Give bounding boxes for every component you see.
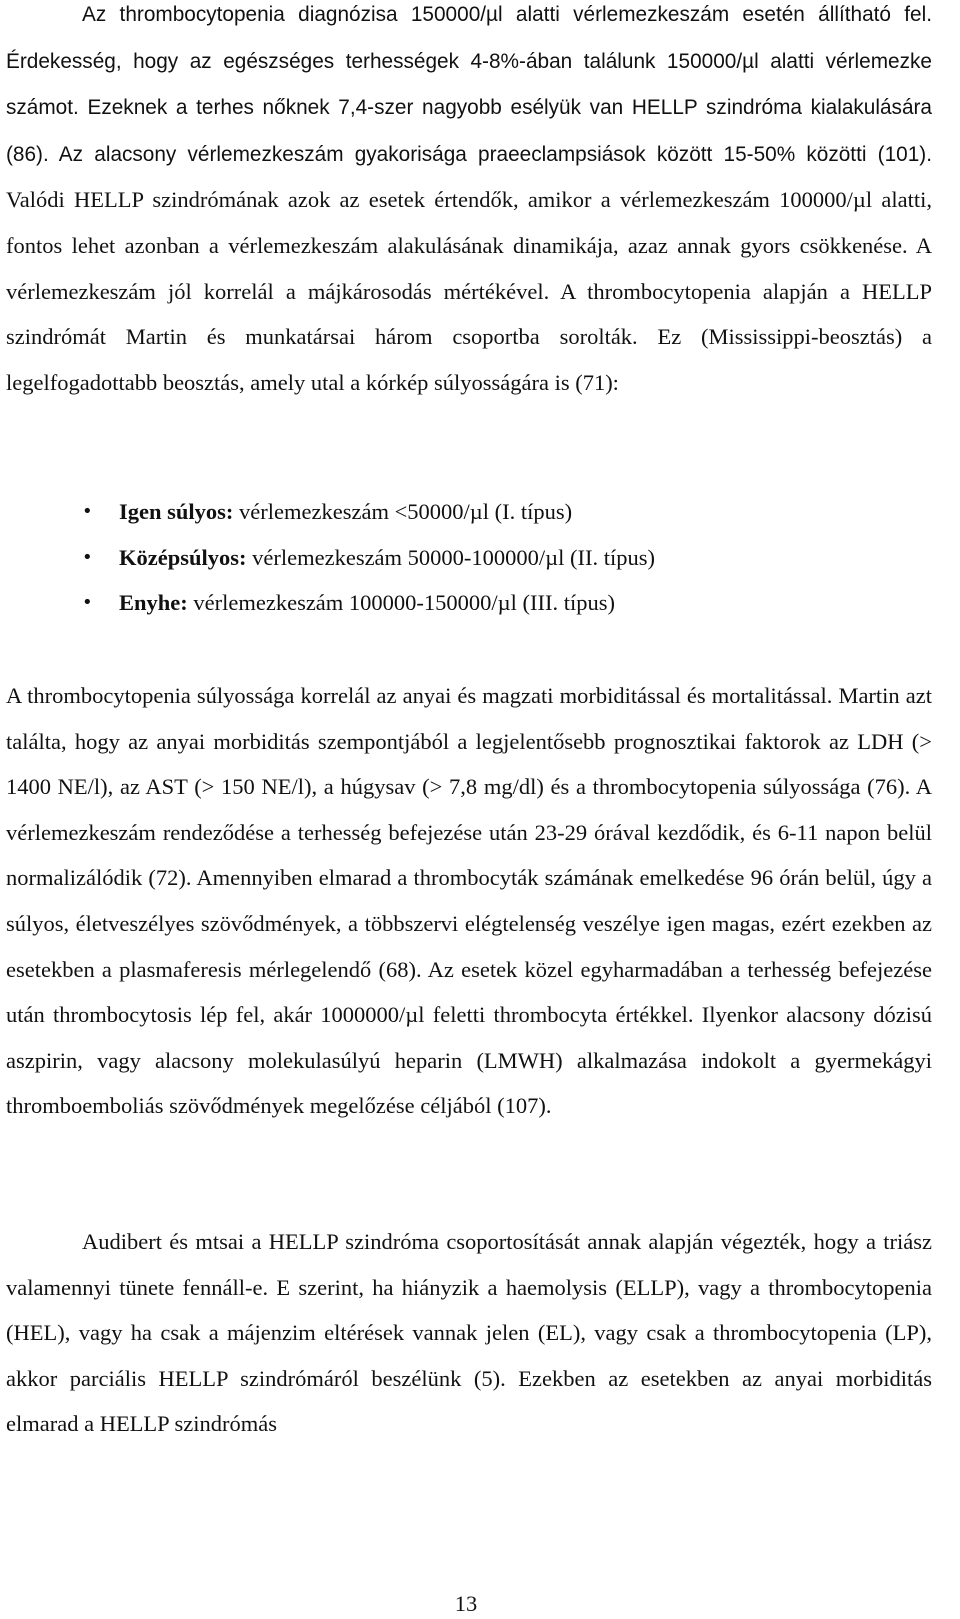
list-item-text: vérlemezkeszám 100000-150000/µl (III. típus) bbox=[187, 590, 615, 616]
list-item-term: Középsúlyos: bbox=[119, 544, 247, 570]
list-item bbox=[6, 580, 932, 626]
paragraph-1 bbox=[6, 0, 932, 405]
list-item bbox=[6, 489, 932, 535]
paragraph-3: Audibert és mtsai a HELLP szindróma csoportosítását annak alapján végezték, hogy a triász valamennyi tünete fennáll-e. E szerint, ha hiányzik a haemolysis (ELLP), vagy a thrombocytopenia (HEL), vagy ha csak a májenzim eltérések vannak jelen (EL), vagy csak a thrombocytopenia (LP), akkor parciális HELLP szindrómáról beszélünk (5). Ezekben az esetekben az anyai morbiditás elmarad a HELLP szindrómás bbox=[6, 1229, 932, 1437]
severity-list bbox=[6, 489, 932, 626]
paragraph-2: A thrombocytopenia súlyossága korrelál az anyai és magzati morbiditással és mortalitással. Martin azt találta, hogy az anyai morbiditás szempontjából a legjelentősebb prognosztikai faktorok az LDH (> 1400 NE/l), az AST (> 150 NE/l), a húgysav (> 7,8 mg/dl) és a thrombocytopenia súlyossága (76). A vérlemezkeszám rendeződése a terhesség befejezése után 23-29 órával kezdődik, és 6-11 napon belül normalizálódik (72). Amennyiben elmarad a thrombocyták számának emelkedése 96 órán belül, úgy a súlyos, életveszélyes szövődmények, a többszervi elégtelenség veszélye igen magas, ezért ezekben az esetekben a plasmaferesis mérlegelendő (68). Az esetek közel egyharmadában a terhesség befejezése után thrombocytosis lép fel, akár 1000000/µl feletti thrombocyta értékkel. Ilyenkor alacsony dózisú aszpirin, vagy alacsony molekulasúlyú heparin (LMWH) alkalmazása indokolt a gyermekágyi thromboemboliás szövődmények megelőzése céljából (107). bbox=[6, 683, 932, 1119]
paragraph-1-serif-part: Valódi HELLP szindrómának azok az esetek értendők, amikor a vérlemezkeszám 100000/µl alatti, fontos lehet azonban a vérlemezkeszám alakulásának dinamikája, azaz annak gyors csökkenése. A vérlemezkeszám jól korrelál a májkárosodás mértékével. A thrombocytopenia alapján a HELLP szindrómát Martin és munkatársai három csoportba sorolták. Ez (Mississippi-beosztás) a legelfogadottabb beosztás, amely utal a kórkép súlyosságára is (71): bbox=[6, 187, 932, 395]
bullet-icon: • bbox=[82, 501, 93, 522]
bullet-icon: • bbox=[82, 592, 93, 614]
list-item-text: vérlemezkeszám 50000-100000/µl (II. típus) bbox=[246, 544, 655, 570]
list-item-term: Enyhe: bbox=[119, 590, 188, 616]
list-item-term: Igen súlyos: bbox=[119, 499, 234, 524]
page-number: 13 bbox=[454, 1591, 478, 1616]
paragraph-1-sans-part: Az thrombocytopenia diagnózisa 150000/µl alatti vérlemezkeszám esetén állítható fel. Érdekesség, hogy az egészséges terhességek 4-8%-ában találunk 150000/µl alatti vérlemezke számot. Ezeknek a terhes nőknek 7,4-szer nagyobb esélyük van HELLP szindróma kialakulására (86). Az alacsony vérlemezkeszám gyakorisága praeeclampsiások között 15-50% közötti (101). bbox=[6, 3, 932, 166]
list-item-text: vérlemezkeszám <50000/µl (I. típus) bbox=[233, 499, 573, 524]
list-item bbox=[6, 535, 932, 581]
bullet-icon: • bbox=[82, 546, 93, 568]
